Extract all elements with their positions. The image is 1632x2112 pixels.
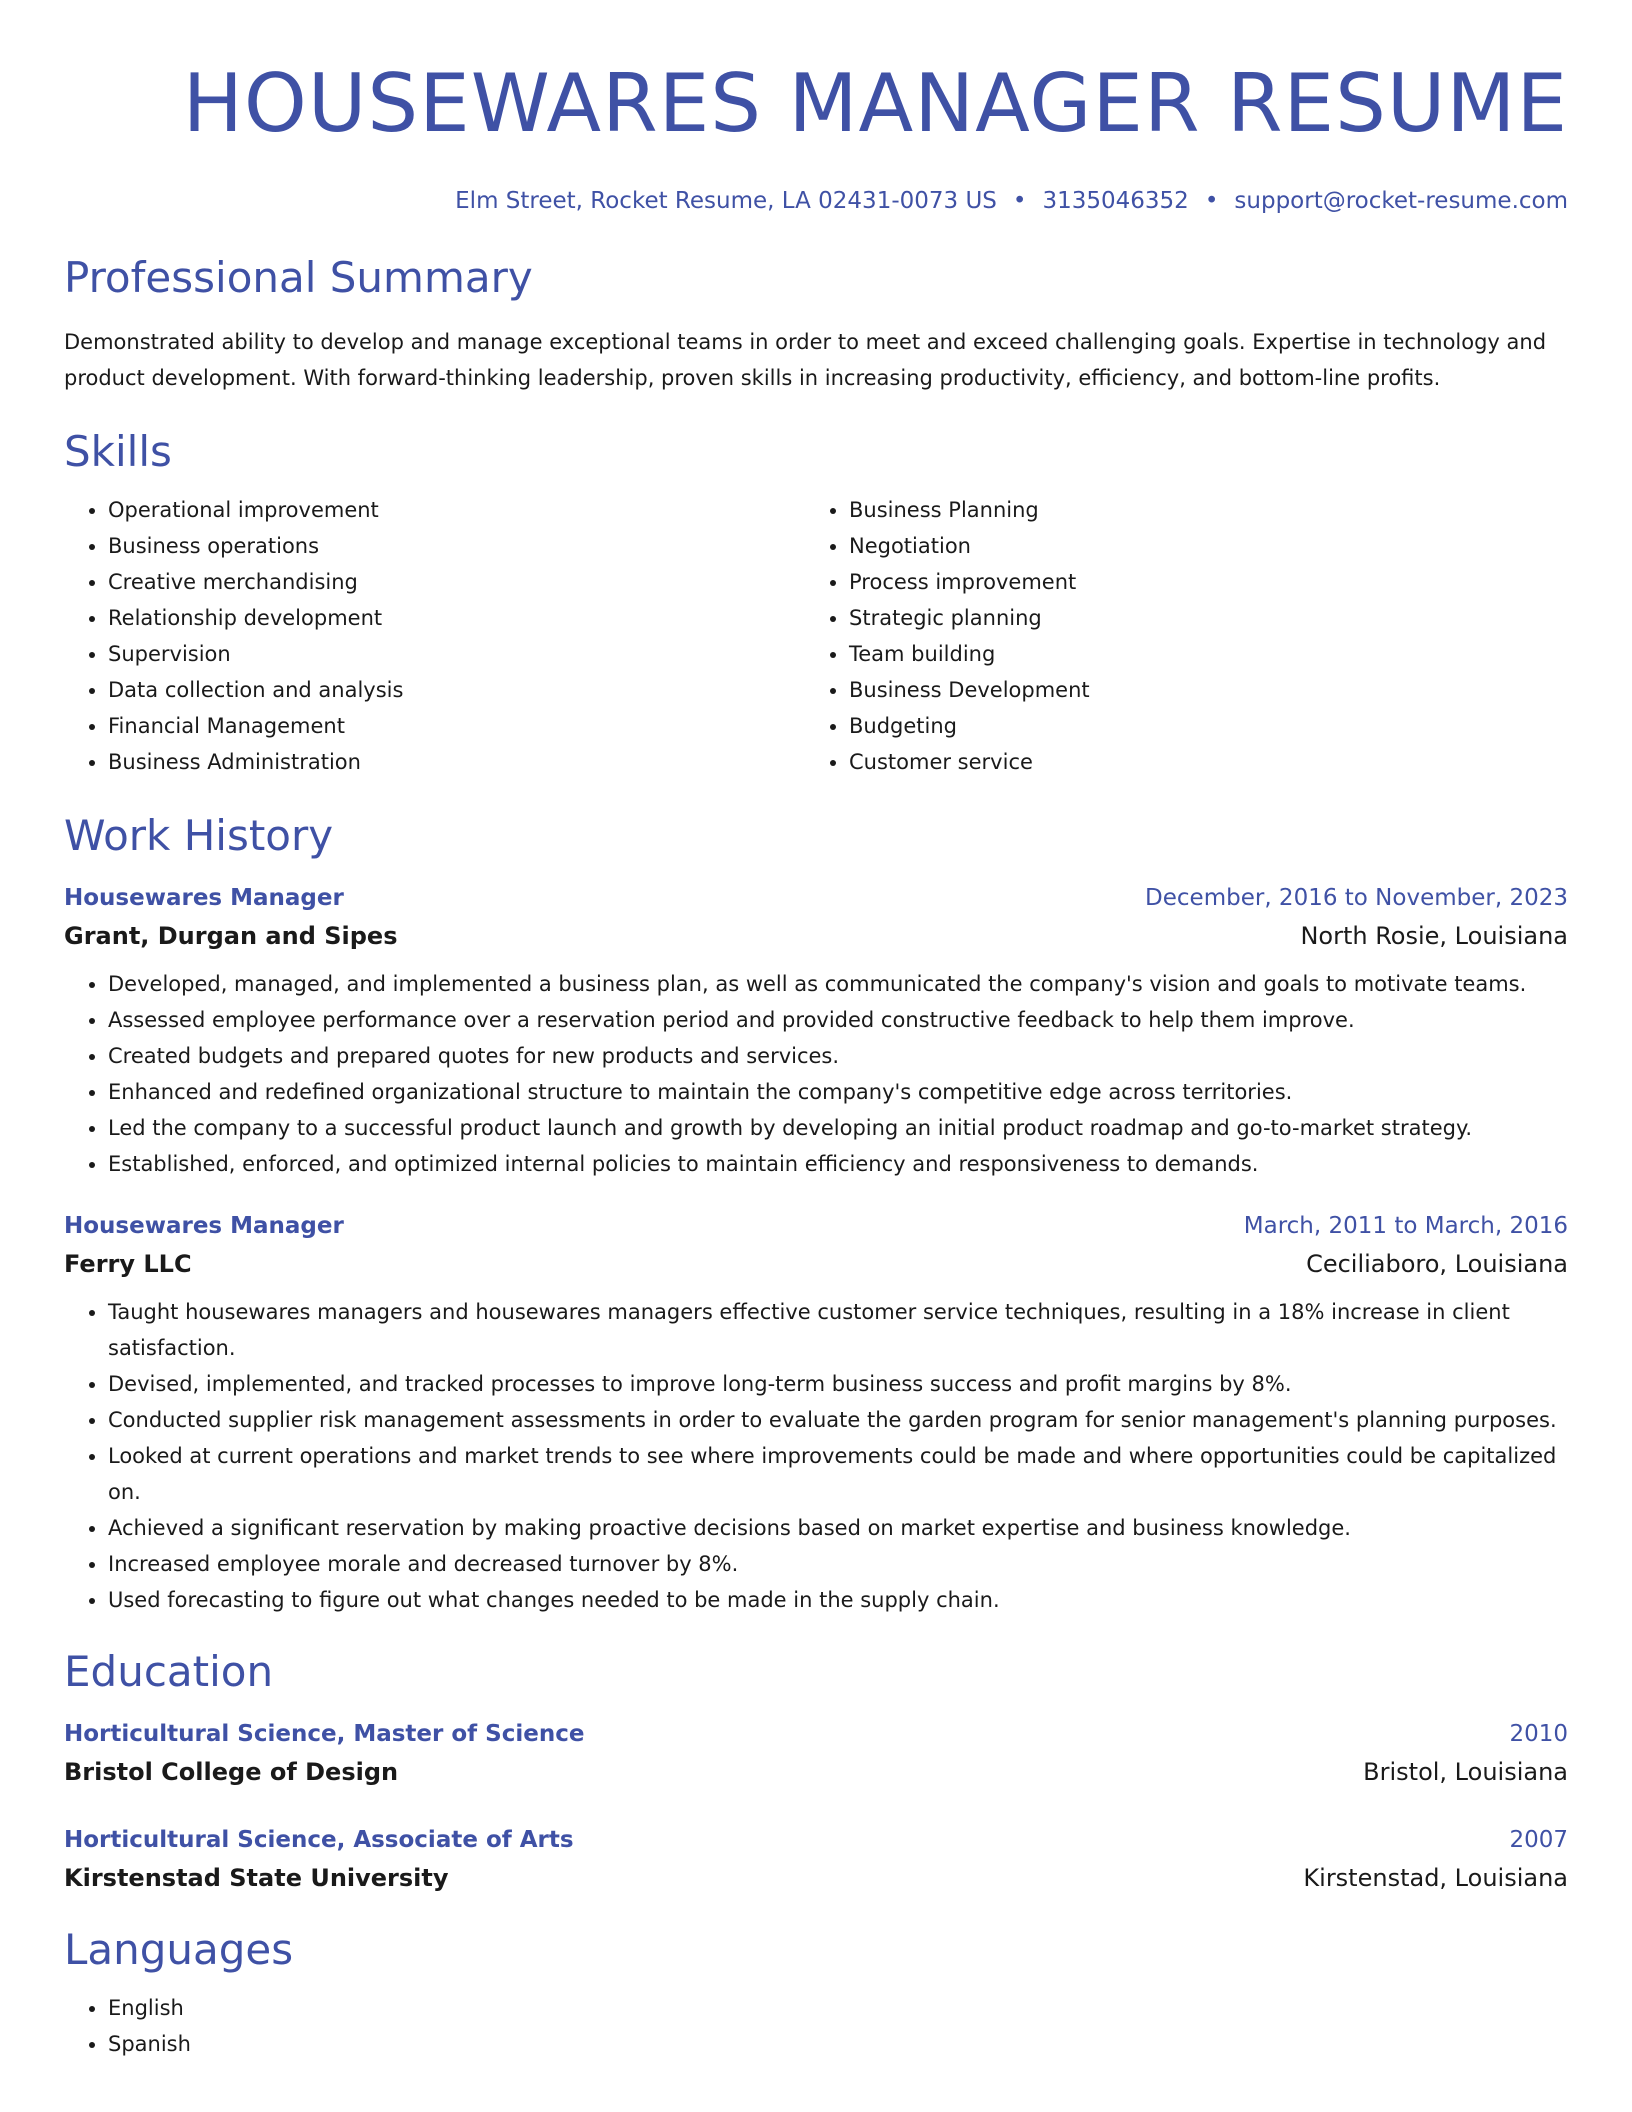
contact-phone: 3135046352 (1042, 188, 1189, 214)
contact-address: Elm Street, Rocket Resume, LA 02431-0073 US (455, 188, 997, 214)
education-location: Kirstenstad, Louisiana (1303, 1864, 1568, 1892)
skill-item: • Team building (849, 636, 1546, 672)
section-title-education: Education (64, 1647, 274, 1696)
skill-item: • Budgeting (849, 708, 1546, 744)
job-bullet: • Looked at current operations and market trends to see where improvements could be made and where opportunities could be capitalized on. (108, 1438, 1568, 1510)
job-entry (64, 880, 1568, 1182)
education-year: 2007 (1509, 1827, 1568, 1853)
job-bullet: • Assessed employee performance over a reservation period and provided constructive feedback to help them improve. (108, 1002, 1568, 1038)
skills-column-left (64, 492, 805, 780)
skill-item: • Creative merchandising (108, 564, 805, 600)
job-bullet: • Achieved a significant reservation by making proactive decisions based on market expertise and business knowledge. (108, 1510, 1568, 1546)
job-title: Housewares Manager (64, 885, 344, 911)
job-bullet: • Devised, implemented, and tracked processes to improve long-term business success and profit margins by 8%. (108, 1366, 1568, 1402)
job-bullet: • Led the company to a successful product launch and growth by developing an initial product roadmap and go-to-market strategy. (108, 1110, 1568, 1146)
section-title-work-history: Work History (64, 811, 334, 860)
education-entry (64, 1822, 1568, 1898)
skills-column-right (805, 492, 1546, 780)
job-bullet: • Established, enforced, and optimized internal policies to maintain efficiency and responsiveness to demands. (108, 1146, 1568, 1182)
language-item: • Spanish (108, 2026, 1568, 2062)
contact-line (64, 186, 1568, 216)
job-bullet: • Increased employee morale and decreased turnover by 8%. (108, 1546, 1568, 1582)
resume-header (64, 56, 1568, 216)
education-school: Kirstenstad State University (64, 1864, 449, 1892)
language-item: • English (108, 1990, 1568, 2026)
section-title-summary: Professional Summary (64, 253, 533, 302)
skill-item: • Business Planning (849, 492, 1546, 528)
job-bullet: • Enhanced and redefined organizational structure to maintain the company's competitive edge across territories. (108, 1074, 1568, 1110)
job-title: Housewares Manager (64, 1213, 344, 1239)
education-year: 2010 (1509, 1721, 1568, 1747)
contact-separator: • (1012, 188, 1027, 214)
section-title-languages: Languages (64, 1925, 294, 1974)
skill-item: • Supervision (108, 636, 805, 672)
job-bullets (64, 966, 1568, 1182)
education-school: Bristol College of Design (64, 1758, 399, 1786)
job-bullet: • Used forecasting to figure out what changes needed to be made in the supply chain. (108, 1582, 1568, 1618)
education-degree: Horticultural Science, Master of Science (64, 1721, 585, 1747)
skill-item: • Operational improvement (108, 492, 805, 528)
resume-title: HOUSEWARES MANAGER RESUME (182, 57, 1568, 150)
job-entry (64, 1208, 1568, 1618)
skill-item: • Relationship development (108, 600, 805, 636)
skill-item: • Strategic planning (849, 600, 1546, 636)
education-entry (64, 1716, 1568, 1792)
skill-item: • Data collection and analysis (108, 672, 805, 708)
skill-item: • Process improvement (849, 564, 1546, 600)
job-location: Ceciliaboro, Louisiana (1306, 1250, 1568, 1278)
job-bullets (64, 1294, 1568, 1618)
job-dates: December, 2016 to November, 2023 (1145, 885, 1568, 911)
job-dates: March, 2011 to March, 2016 (1243, 1213, 1568, 1239)
summary-text: Demonstrated ability to develop and manage exceptional teams in order to meet and exceed challenging goals. Expertise in technology and product development. With forward-thinking leadership, proven skills in increasing productivity, efficiency, and bottom-line profits. (64, 330, 1547, 390)
skill-item: • Negotiation (849, 528, 1546, 564)
education-location: Bristol, Louisiana (1363, 1758, 1568, 1786)
education-degree: Horticultural Science, Associate of Arts (64, 1827, 574, 1853)
contact-separator: • (1204, 188, 1219, 214)
job-company: Ferry LLC (64, 1250, 192, 1278)
skill-item: • Business Administration (108, 744, 805, 780)
job-company: Grant, Durgan and Sipes (64, 922, 398, 950)
languages-list (64, 1990, 1568, 2062)
contact-email[interactable]: support@rocket-resume.com (1234, 188, 1568, 214)
skill-item: • Financial Management (108, 708, 805, 744)
job-bullet: • Created budgets and prepared quotes for new products and services. (108, 1038, 1568, 1074)
job-location: North Rosie, Louisiana (1300, 922, 1568, 950)
skill-item: • Business Development (849, 672, 1546, 708)
skills-list (64, 492, 1568, 780)
section-title-skills: Skills (64, 427, 172, 476)
skill-item: • Business operations (108, 528, 805, 564)
job-bullet: • Conducted supplier risk management assessments in order to evaluate the garden program for senior management's planning purposes. (108, 1402, 1568, 1438)
job-bullet: • Developed, managed, and implemented a business plan, as well as communicated the company's vision and goals to motivate teams. (108, 966, 1568, 1002)
job-bullet: • Taught housewares managers and housewares managers effective customer service techniques, resulting in a 18% increase in client satisfaction. (108, 1294, 1568, 1366)
skill-item: • Customer service (849, 744, 1546, 780)
